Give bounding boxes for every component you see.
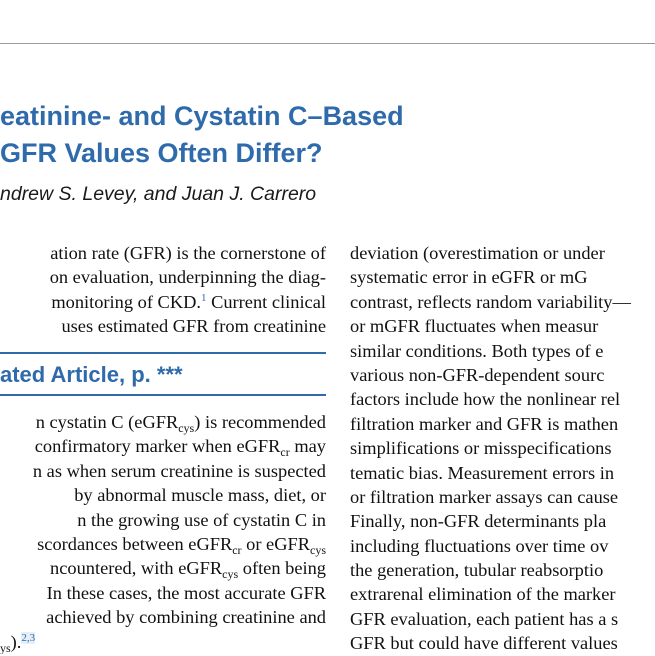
text-line: In these cases, the most accurate GFR [46,582,326,603]
text-line: filtration marker and GFR is mathen [350,413,619,434]
text-line: deviation (overestimation or under [350,243,605,263]
text-line: by abnormal muscle mass, diet, or [74,485,326,506]
text-line: simplifications or misspecifications [350,438,612,459]
text-line: achieved by combining creatinine and [46,607,326,628]
article-title-line-2: GFR Values Often Differ? [0,138,323,168]
text-line: extrarenal elimination of the marker [350,584,616,605]
text-line: systematic error in eGFR or mG [350,267,588,288]
related-article-box[interactable] [0,352,326,396]
text-line: Finally, non-GFR determinants pla [350,511,607,532]
text-line: GFR evaluation, each patient has a s [350,608,619,629]
text-line: on evaluation, underpinning the diag- [49,267,326,288]
text-line: including fluctuations over time ov [350,535,609,556]
text-line: or mGFR fluctuates when measur [350,316,599,337]
text-line: GFR but could have different values [350,633,618,654]
text-line: ation rate (GFR) is the cornerstone of [50,243,326,263]
right-column [350,241,655,656]
reference-link[interactable]: 1 [201,291,207,304]
text-line: scordances between eGFR$_{cr}$ or eGFR$_{cys}$ [37,533,326,557]
left-column-bottom [0,410,326,654]
text-line: n the growing use of cystatin C in [77,509,326,530]
text-line: various non-GFR-dependent sourc [350,364,605,385]
text-line: $_{ys}$).$^{2,3}$ [0,631,36,654]
text-line: or filtration marker assays can cause [350,486,619,507]
text-line: the generation, tubular reabsorptio [350,560,604,581]
text-line: monitoring of CKD.$^1$ Current clinical [51,291,326,312]
text-line: similar conditions. Both types of e [350,340,604,361]
text-line: n cystatin C (eGFR$_{cys}$) is recommended [35,412,326,435]
header-rule [0,43,655,44]
reference-link[interactable]: 2,3 [21,631,36,644]
text-line: contrast, reflects random variability— [350,291,631,312]
text-line: uses estimated GFR from creatinine [61,316,326,337]
left-column-top [0,241,326,339]
text-line: factors include how the nonlinear rel [350,389,621,410]
text-line: n as when serum creatinine is suspected [32,460,326,481]
text-line: ncountered, with eGFR$_{cys}$ often being [50,558,326,582]
article-title-line-1: eatinine- and Cystatin C–Based [0,101,404,131]
related-article-label[interactable]: ated Article, p. *** [0,362,183,387]
text-line: confirmatory marker when eGFR$_{cr}$ may [34,436,326,460]
article-authors: ndrew S. Levey, and Juan J. Carrero [0,183,317,205]
text-line: tematic bias. Measurement errors in [350,462,615,483]
